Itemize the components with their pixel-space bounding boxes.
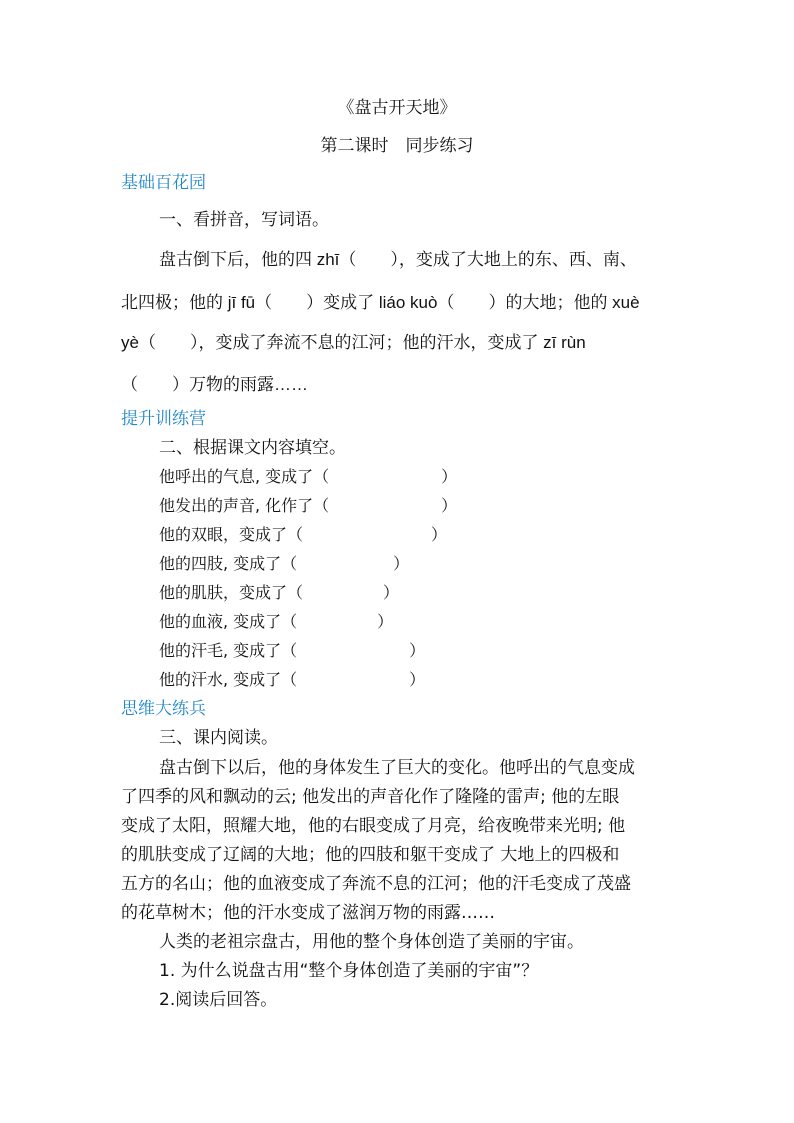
fill-item: 他的汗水, 变成了（ ） [159,670,426,689]
fill-item: 他的肌肤，变成了（ ） [159,583,400,602]
passage-line: 五方的名山；他的血液变成了奔流不息的江河；他的汗毛变成了茂盛 [121,874,631,894]
fill-item: 他的汗毛, 变成了（ ） [159,641,426,660]
question-2-title: 二、根据课文内容填空。 [159,438,346,458]
document-subtitle: 第二课时 同步练习 [320,136,474,156]
passage-line: 了四季的风和飘动的云; 他发出的声音化作了隆隆的雷声; 他的左眼 [121,787,620,807]
pinyin-line: yè（ ），变成了奔流不息的江河；他的汗水，变成了 zī rùn [121,333,586,352]
section-heading-thinking: 思维大练兵 [121,699,206,719]
passage-line: 盘古倒下以后，他的身体发生了巨大的变化。他呼出的气息变成 [159,758,635,778]
section-heading-basic: 基础百花园 [121,173,206,193]
question-1-title: 一、看拼音，写词语。 [159,210,329,230]
fill-item: 他发出的声音, 化作了（ ） [159,496,458,515]
fill-item: 他的四肢, 变成了（ ） [159,554,410,573]
reading-question-1: 1. 为什么说盘古用“整个身体创造了美丽的宇宙”？ [159,961,539,981]
fill-item: 他的双眼，变成了（ ） [159,525,448,544]
question-3-title: 三、课内阅读。 [159,728,278,748]
pinyin-line: （ ）万物的雨露…… [121,375,308,394]
pinyin-line: 北四极；他的 jī fū（ ）变成了 liáo kuò（ ）的大地；他的 xuè [121,293,640,312]
fill-item: 他呼出的气息, 变成了（ ） [159,467,458,486]
passage-line: 变成了太阳，照耀大地，他的右眼变成了月亮，给夜晚带来光明; 他 [121,816,626,836]
reading-question-2: 2.阅读后回答。 [159,990,278,1010]
passage-line: 的肌肤变成了辽阔的大地；他的四肢和躯干变成了 大地上的四极和 [121,845,620,865]
document-title: 《盘古开天地》 [337,98,457,118]
passage-conclusion: 人类的老祖宗盘古，用他的整个身体创造了美丽的宇宙。 [159,932,584,952]
passage-line: 的花草树木；他的汗水变成了滋润万物的雨露…… [121,903,495,923]
pinyin-line: 盘古倒下后，他的四 zhī（ ），变成了大地上的东、西、南、 [159,250,637,269]
fill-item: 他的血液, 变成了（ ） [159,612,394,631]
section-heading-improve: 提升训练营 [121,409,206,429]
